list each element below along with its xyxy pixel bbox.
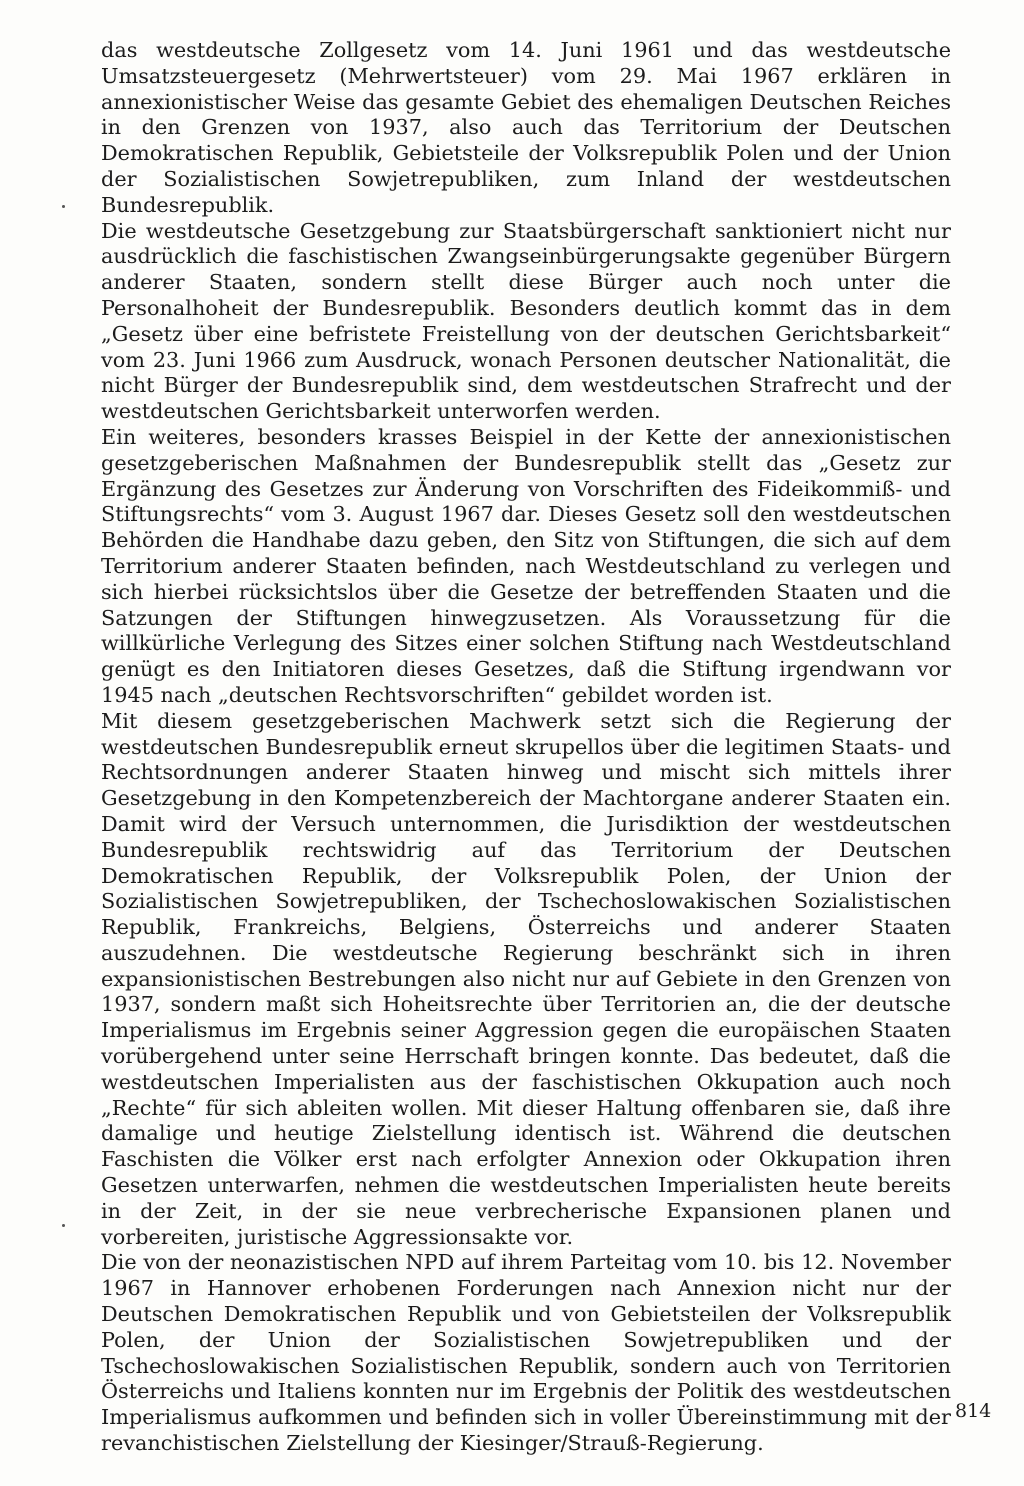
paragraph-3: Ein weiteres, besonders krasses Beispiel in der Kette der annexionistischen gesetzgeberischen Maßnahmen der Bundesrepublik stellt das „Gesetz zur Ergänzung des Gesetzes zur Änderung von Vorschriften des Fideikommiß- und Stiftungsrechts“ vom 3. August 1967 dar. Dieses Gesetz soll den westdeutschen Behörden die Handhabe dazu geben, den Sitz von Stiftungen, die sich auf dem Territorium anderer Staaten befinden, nach Westdeutschland zu verlegen und sich hierbei rücksichtslos über die Gesetze der betreffenden Staaten und die Satzungen der Stiftungen hinwegzusetzen. Als Voraussetzung für die willkürliche Verlegung des Sitzes einer solchen Stiftung nach Westdeutschland genügt es den Initiatoren dieses Gesetzes, daß die Stiftung irgendwann vor 1945 nach „deutschen Rechtsvorschriften“ gebildet worden ist. <box>101 424 951 707</box>
scan-speck <box>62 1224 65 1227</box>
paragraph-4: Mit diesem gesetzgeberischen Machwerk setzt sich die Regierung der westdeutschen Bundesrepublik erneut skrupellos über die legitimen Staats- und Rechtsordnungen anderer Staaten hinweg und mischt sich mittels ihrer Gesetzgebung in den Kompetenzbereich der Machtorgane anderer Staaten ein. Damit wird der Versuch unternommen, die Jurisdiktion der westdeutschen Bundesrepublik rechtswidrig auf das Territorium der Deutschen Demokratischen Republik, der Volksrepublik Polen, der Union der Sozialistischen Sowjetrepubliken, der Tschechoslowakischen Sozialistischen Republik, Frankreichs, Belgiens, Österreichs und anderer Staaten auszudehnen. Die westdeutsche Regierung beschränkt sich in ihren expansionistischen Bestrebungen also nicht nur auf Gebiete in den Grenzen von 1937, sondern maßt sich Hoheitsrechte über Territorien an, die der deutsche Imperialismus im Ergebnis seiner Aggression gegen die europäischen Staaten vorübergehend unter seine Herrschaft bringen konnte. Das bedeutet, daß die westdeutschen Imperialisten aus der faschistischen Okkupation auch noch „Rechte“ für sich ableiten wollen. Mit dieser Haltung offenbaren sie, daß ihre damalige und heutige Zielstellung identisch ist. Während die deutschen Faschisten die Völker erst nach erfolgter Annexion oder Okkupation ihren Gesetzen unterwarfen, nehmen die westdeutschen Imperialisten heute bereits in der Zeit, in der sie neue verbrecherische Expansionen planen und vorbereiten, juristische Aggressionsakte vor. <box>101 708 951 1249</box>
paragraph-5: Die von der neonazistischen NPD auf ihrem Parteitag vom 10. bis 12. November 1967 in Hannover erhobenen Forderungen nach Annexion nicht nur der Deutschen Demokratischen Republik und von Gebietsteilen der Volksrepublik Polen, der Union der Sozialistischen Sowjetrepubliken und der Tschechoslowakischen Sozialistischen Republik, sondern auch von Territorien Österreichs und Italiens konnten nur im Ergebnis der Politik des westdeutschen Imperialismus aufkommen und befinden sich in voller Übereinstimmung mit der revanchistischen Zielstellung der Kiesinger/Strauß-Regierung. <box>101 1250 951 1456</box>
scan-speck <box>62 205 65 208</box>
body-text <box>101 38 951 1457</box>
page-number: 814 <box>955 1400 992 1422</box>
paragraph-1: das westdeutsche Zollgesetz vom 14. Juni 1961 und das westdeutsche Umsatzsteuergesetz (Mehrwertsteuer) vom 29. Mai 1967 erklären in annexionistischer Weise das gesamte Gebiet des ehemaligen Deutschen Reiches in den Grenzen von 1937, also auch das Territorium der Deutschen Demokratischen Republik, Gebietsteile der Volksrepublik Polen und der Union der Sozialistischen Sowjetrepubliken, zum Inland der westdeutschen Bundesrepublik. <box>101 38 951 217</box>
paragraph-2: Die westdeutsche Gesetzgebung zur Staatsbürgerschaft sanktioniert nicht nur ausdrücklich die faschistischen Zwangseinbürgerungsakte gegenüber Bürgern anderer Staaten, sondern stellt diese Bürger auch noch unter die Personalhoheit der Bundesrepublik. Besonders deutlich kommt das in dem „Gesetz über eine befristete Freistellung von der deutschen Gerichtsbarkeit“ vom 23. Juni 1966 zum Ausdruck, wonach Personen deutscher Nationalität, die nicht Bürger der Bundesrepublik sind, dem westdeutschen Strafrecht und der westdeutschen Gerichtsbarkeit unterworfen werden. <box>101 218 951 424</box>
